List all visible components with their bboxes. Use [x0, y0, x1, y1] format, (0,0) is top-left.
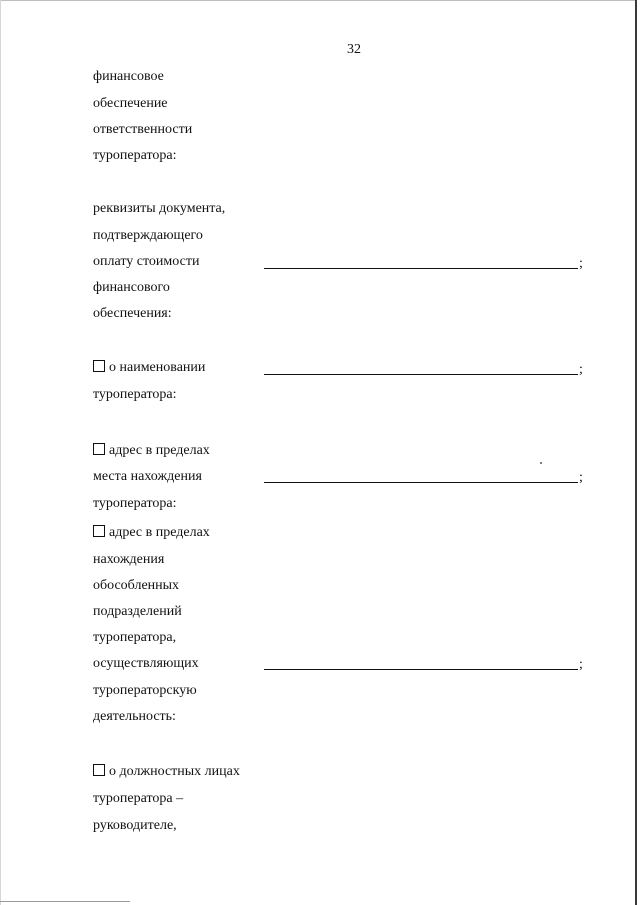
checkbox-option[interactable]	[93, 360, 205, 376]
text-line: обособленных	[93, 578, 180, 593]
option-label: адрес в пределах	[109, 525, 210, 540]
checkbox-option[interactable]	[93, 443, 210, 459]
line-terminator: ;	[579, 470, 583, 485]
text-line: туроператора,	[93, 630, 177, 645]
text-line: обеспечение	[93, 96, 168, 111]
text-line: подразделений	[93, 604, 182, 619]
scan-edge-left	[0, 0, 1, 905]
checkbox[interactable]	[93, 764, 105, 776]
text-line: оплату стоимости	[93, 254, 200, 269]
text-line: подтверждающего	[93, 228, 203, 243]
option-label: о должностных лицах	[109, 764, 240, 779]
text-line: туроператорскую	[93, 683, 197, 698]
line-terminator: ;	[579, 362, 583, 377]
text-line: туроператора:	[93, 387, 177, 402]
fill-in-line[interactable]	[264, 669, 578, 670]
text-line: туроператора:	[93, 148, 177, 163]
checkbox[interactable]	[93, 443, 105, 455]
text-line: места нахождения	[93, 469, 202, 484]
text-line: финансовое	[93, 69, 164, 84]
text-line: финансового	[93, 280, 170, 295]
option-label: о наименовании	[109, 360, 206, 375]
fill-in-line[interactable]	[264, 374, 578, 375]
text-line: нахождения	[93, 552, 165, 567]
text-line: реквизиты документа,	[93, 201, 226, 216]
line-terminator: ;	[579, 256, 583, 271]
text-line: осуществляющих	[93, 656, 199, 671]
line-terminator: ;	[579, 657, 583, 672]
page-number: 32	[347, 42, 361, 57]
checkbox-option[interactable]	[93, 525, 210, 541]
scan-edge-right	[635, 0, 637, 905]
scan-speck	[540, 462, 542, 464]
text-line: деятельность:	[93, 709, 176, 724]
checkbox[interactable]	[93, 525, 105, 537]
option-label: адрес в пределах	[109, 443, 210, 458]
fill-in-line[interactable]	[264, 268, 578, 269]
checkbox[interactable]	[93, 360, 105, 372]
text-line: ответственности	[93, 122, 193, 137]
fill-in-line[interactable]	[264, 482, 578, 483]
text-line: туроператора:	[93, 496, 177, 511]
text-line: туроператора –	[93, 791, 184, 806]
scan-edge-top	[0, 0, 636, 1]
scan-bottom-mark	[0, 901, 130, 902]
text-line: руководителе,	[93, 818, 177, 833]
text-line: обеспечения:	[93, 306, 172, 321]
checkbox-option[interactable]	[93, 764, 240, 780]
